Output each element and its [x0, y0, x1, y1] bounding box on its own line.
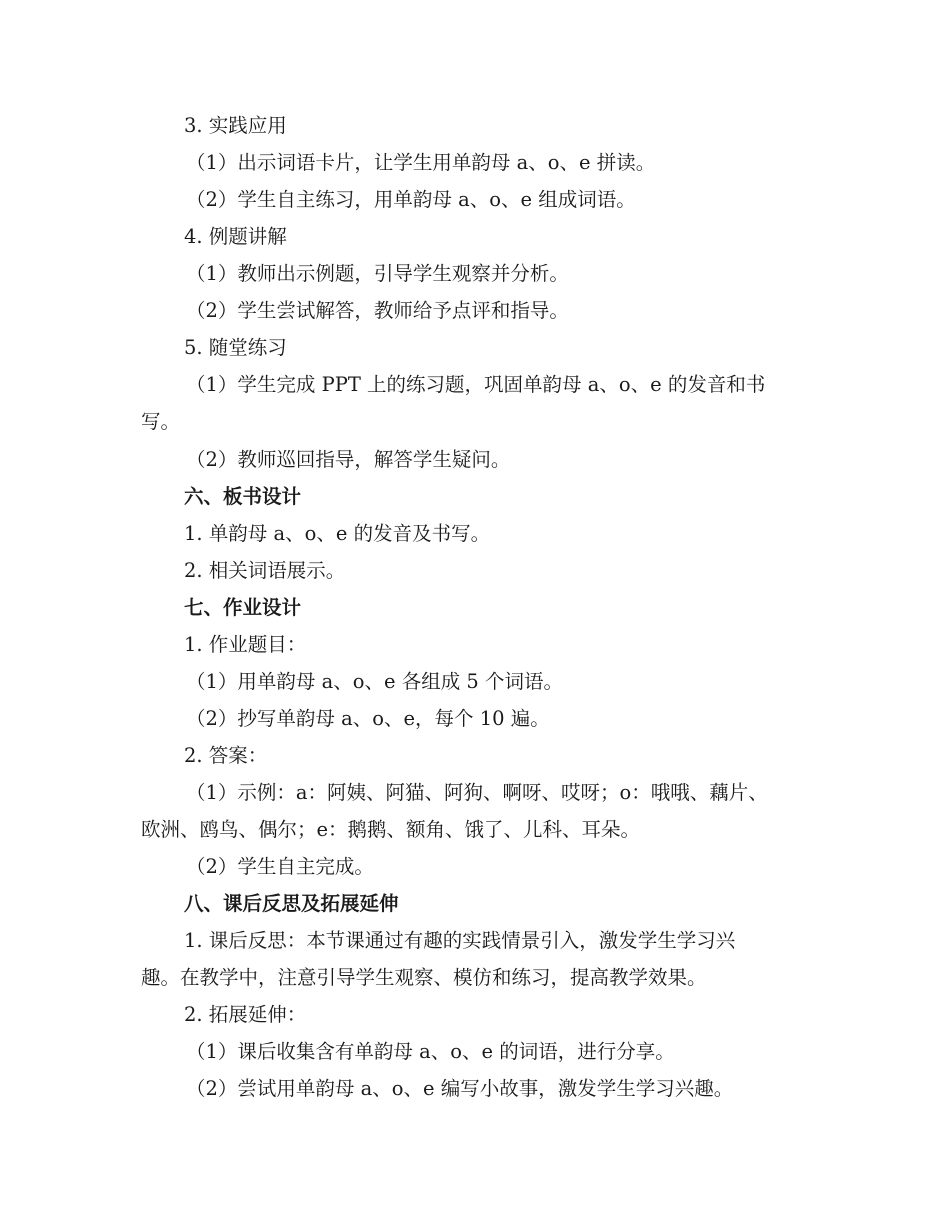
section-item-class-practice: 5. 随堂练习 — [184, 336, 287, 359]
list-item: （2）教师巡回指导，解答学生疑问。 — [186, 448, 511, 471]
list-item: 2. 答案： — [184, 744, 268, 767]
section-item-example-explanation: 4. 例题讲解 — [184, 225, 287, 248]
list-item: 2. 拓展延伸： — [184, 1003, 307, 1026]
list-item: 1. 作业题目： — [184, 633, 307, 656]
section-heading-reflection-extension: 八、课后反思及拓展延伸 — [184, 892, 399, 915]
list-item: （1）课后收集含有单韵母 a、o、e 的词语，进行分享。 — [186, 1040, 675, 1063]
list-item-continuation: 欧洲、鸥鸟、偶尔；e：鹅鹅、额角、饿了、儿科、耳朵。 — [141, 818, 641, 841]
list-item-continuation: 写。 — [141, 410, 181, 433]
list-item: （2）抄写单韵母 a、o、e，每个 10 遍。 — [186, 707, 550, 730]
list-item: （2）学生自主完成。 — [186, 855, 374, 878]
list-item: （1）示例：a：阿姨、阿猫、阿狗、啊呀、哎呀；o：哦哦、藕片、 — [186, 781, 768, 804]
list-item: （1）学生完成 PPT 上的练习题，巩固单韵母 a、o、e 的发音和书 — [186, 373, 766, 396]
section-heading-homework-design: 七、作业设计 — [184, 596, 302, 619]
section-heading-board-design: 六、板书设计 — [184, 485, 302, 508]
list-item: （1）教师出示例题，引导学生观察并分析。 — [186, 262, 569, 285]
list-item: 2. 相关词语展示。 — [184, 559, 346, 582]
list-item: （1）用单韵母 a、o、e 各组成 5 个词语。 — [186, 670, 564, 693]
paragraph-line: 1. 课后反思：本节课通过有趣的实践情景引入，激发学生学习兴 — [184, 929, 736, 952]
section-item-practice-application: 3. 实践应用 — [184, 114, 287, 137]
list-item: （2）学生自主练习，用单韵母 a、o、e 组成词语。 — [186, 188, 636, 211]
list-item: 1. 单韵母 a、o、e 的发音及书写。 — [184, 522, 491, 545]
list-item: （2）尝试用单韵母 a、o、e 编写小故事，激发学生学习兴趣。 — [186, 1077, 734, 1100]
list-item: （1）出示词语卡片，让学生用单韵母 a、o、e 拼读。 — [186, 151, 656, 174]
paragraph-line-continuation: 趣。在教学中，注意引导学生观察、模仿和练习，提高教学效果。 — [141, 966, 707, 989]
list-item: （2）学生尝试解答，教师给予点评和指导。 — [186, 299, 569, 322]
